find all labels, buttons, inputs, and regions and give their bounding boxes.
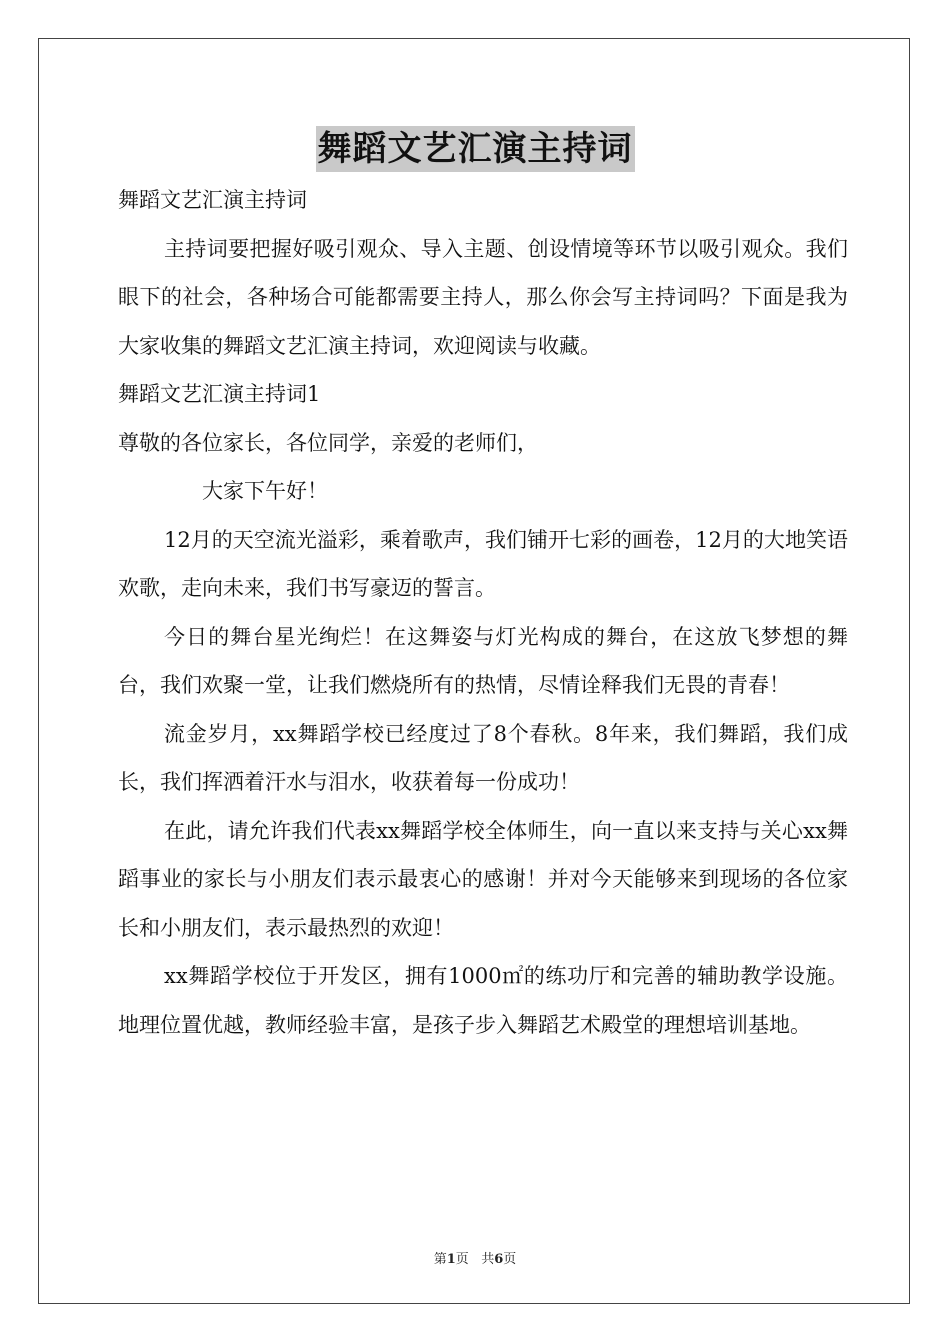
section-heading: 舞蹈文艺汇演主持词1	[118, 382, 321, 406]
page-prefix: 第	[433, 1252, 447, 1267]
total-suffix: 页	[503, 1252, 517, 1267]
intro-paragraph: 主持词要把握好吸引观众、导入主题、创设情境等环节以吸引观众。我们眼下的社会，各种场合可能都需要主持人，那么你会写主持词吗？下面是我为大家收集的舞蹈文艺汇演主持词，欢迎阅读与收藏。	[118, 236, 848, 358]
page-number: 1	[446, 1252, 456, 1267]
title-container	[0, 126, 950, 172]
document-title: 舞蹈文艺汇演主持词	[316, 126, 635, 172]
page-footer	[0, 1248, 950, 1267]
body-paragraph: 12月的天空流光溢彩，乘着歌声，我们铺开七彩的画卷，12月的大地笑语欢歌，走向未来，我们书写豪迈的誓言。	[118, 527, 848, 600]
page-suffix: 页	[455, 1252, 469, 1267]
body-paragraph: 在此，请允许我们代表xx舞蹈学校全体师生，向一直以来支持与关心xx舞蹈事业的家长与小朋友们表示最衷心的感谢！并对今天能够来到现场的各位家长和小朋友们，表示最热烈的欢迎！	[118, 818, 848, 940]
body-paragraph: 今日的舞台星光绚烂！在这舞姿与灯光构成的舞台，在这放飞梦想的舞台，我们欢聚一堂，让我们燃烧所有的热情，尽情诠释我们无畏的青春！	[118, 624, 848, 697]
salutation: 尊敬的各位家长，各位同学，亲爱的老师们，	[118, 430, 538, 455]
greeting: 大家下午好！	[202, 479, 328, 503]
total-pages: 6	[494, 1252, 504, 1267]
subtitle: 舞蹈文艺汇演主持词	[118, 188, 307, 212]
body-paragraph: xx舞蹈学校位于开发区，拥有1000㎡的练功厅和完善的辅助教学设施。地理位置优越，教师经验丰富，是孩子步入舞蹈艺术殿堂的理想培训基地。	[118, 964, 848, 1037]
body-paragraph: 流金岁月，xx舞蹈学校已经度过了8个春秋。8年来，我们舞蹈，我们成长，我们挥洒着汗水与泪水，收获着每一份成功！	[118, 721, 848, 794]
total-prefix: 共	[481, 1252, 495, 1267]
document-body	[118, 176, 848, 1049]
